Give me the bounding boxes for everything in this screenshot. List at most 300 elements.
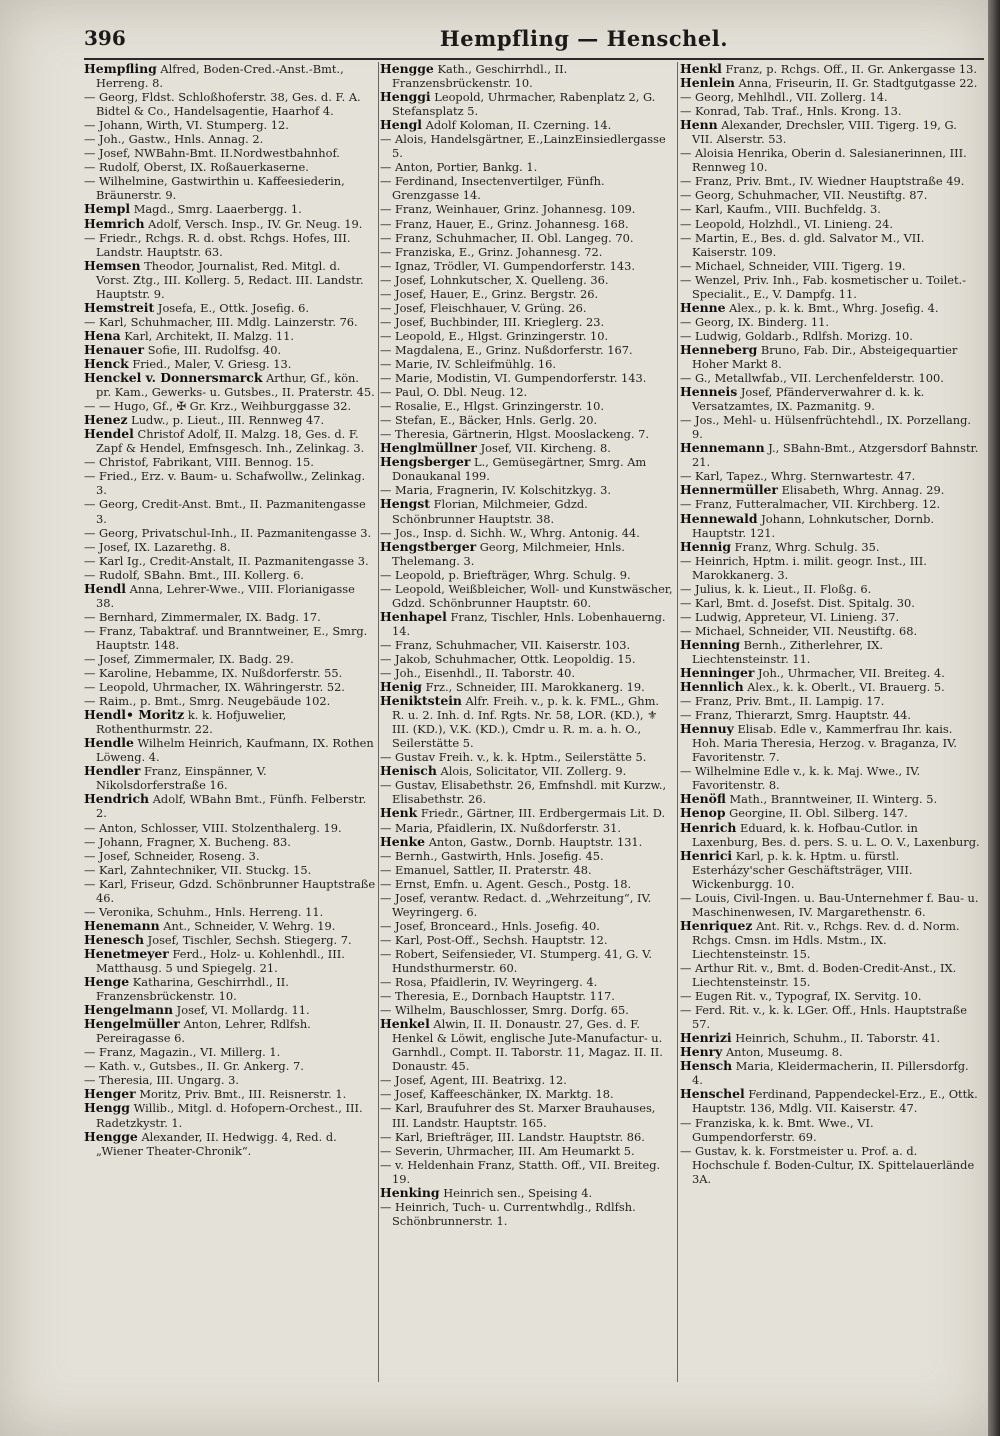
entry-surname: Henig [380, 679, 422, 695]
entry-text: Karl, p. k. k. Hptm. u. fürstl. Esterházy'scher Geschäftsträger, VIII. Wickenburgg. 10. [692, 848, 913, 891]
entry-text: — Gustav, k. k. Forstmeister u. Prof. a. d. Hochschule f. Boden-Cultur, IX. Spittelauerlände 3A. [680, 1143, 975, 1186]
page-header [84, 26, 984, 60]
directory-entry [680, 891, 980, 919]
directory-entry [380, 385, 674, 399]
directory-entry [84, 821, 376, 835]
directory-entry [680, 231, 980, 259]
entry-text: Florian, Milchmeier, Gdzd. Schönbrunner Hauptstr. 38. [392, 497, 588, 526]
directory-entry [84, 975, 376, 1003]
entry-text: — v. Heldenhain Franz, Statth. Off., VII. Breiteg. 19. [380, 1157, 661, 1186]
entry-surname: Henschel [680, 1086, 745, 1102]
directory-entry [380, 582, 674, 610]
entry-surname: Henlein [680, 75, 735, 91]
directory-entry [380, 666, 674, 680]
entry-text: Anton, Lehrer, Rdlfsh. Pereiragasse 6. [96, 1017, 311, 1046]
directory-entry [380, 217, 674, 231]
directory-entry [380, 891, 674, 919]
directory-entry [380, 427, 674, 441]
directory-entry [380, 301, 674, 315]
entry-surname: Hempfling [84, 62, 157, 76]
directory-entry [380, 1017, 674, 1073]
directory-entry [680, 202, 980, 216]
directory-entry [84, 1101, 376, 1129]
directory-entry [84, 202, 376, 216]
entry-text: — Karoline, Hebamme, IX. Nußdorferstr. 55. [84, 666, 343, 681]
entry-text: — Franziska, E., Grinz. Johannesg. 72. [380, 244, 603, 259]
directory-entry [680, 1116, 980, 1144]
entry-text: — Karl Ig., Credit-Anstalt, II. Pazmanitengasse 3. [84, 553, 369, 568]
directory-entry [380, 371, 674, 385]
directory-entry [84, 427, 376, 455]
entry-surname: Hengelmann [84, 1002, 174, 1018]
entry-text: — Josef, NWBahn-Bmt. II.Nordwestbahnhof. [84, 146, 340, 161]
directory-entry [680, 1031, 980, 1045]
directory-entry [380, 231, 674, 245]
directory-entry [84, 1130, 376, 1158]
directory-entry [680, 792, 980, 806]
entry-text: — Rosa, Pfaidlerin, IV. Weyringerg. 4. [380, 975, 598, 990]
entry-text: Alfr. Freih. v., p. k. k. FML., Ghm. R. u. 2. Inh. d. Inf. Rgts. Nr. 58, LOR. (KD.), ⚜ III. (KD.), V.K. (KD.), Cmdr u. R. m. a. h. O., Seilerstätte 5. [392, 694, 659, 751]
directory-entry [680, 582, 980, 596]
directory-entry [380, 483, 674, 497]
directory-entry [84, 132, 376, 146]
entry-text: Wilhelm Heinrich, Kaufmann, IX. Rothen Löweng. 4. [96, 736, 374, 765]
directory-entry [380, 1158, 674, 1186]
directory-entry [84, 343, 376, 357]
directory-entry [380, 160, 674, 174]
entry-text: Elisabeth, Whrg. Annag. 29. [781, 483, 945, 498]
entry-text: Ant., Schneider, V. Wehrg. 19. [163, 918, 336, 933]
entry-text: — Franziska, k. k. Bmt. Wwe., VI. Gumpendorferstr. 69. [680, 1115, 874, 1144]
entry-surname: Henkel [380, 1016, 430, 1032]
entry-text: — Wenzel, Priv. Inh., Fab. kosmetischer u. Toilet.-Specialit., E., V. Dampfg. 11. [680, 272, 967, 301]
entry-text: — Josef, verantw. Redact. d. „Wehrzeitung“, IV. Weyringerg. 6. [380, 890, 652, 919]
entry-text: — Rosalie, E., Hlgst. Grinzingerstr. 10. [380, 399, 605, 414]
entry-text: — Ernst, Emfn. u. Agent. Gesch., Postg. 18. [380, 876, 632, 891]
entry-text: — Wilhelmine Edle v., k. k. Maj. Wwe., IV. Favoritenstr. 8. [680, 764, 921, 793]
directory-entry [84, 624, 376, 652]
directory-entry [380, 1003, 674, 1017]
directory-entry [380, 245, 674, 259]
directory-entry [680, 118, 980, 146]
entry-surname: Henking [380, 1184, 440, 1200]
entry-text: — Karl, Braufuhrer des St. Marxer Brauhauses, III. Landstr. Hauptstr. 165. [380, 1101, 656, 1130]
entry-text: Josefa, E., Ottk. Josefig. 6. [157, 300, 309, 315]
entry-surname: Hendel [84, 426, 134, 442]
entry-text: Anton, Gastw., Dornb. Hauptstr. 131. [428, 834, 643, 849]
directory-entry [380, 750, 674, 764]
directory-entry [380, 989, 674, 1003]
entry-text: — Maria, Pfaidlerin, IX. Nußdorferstr. 31. [380, 820, 621, 835]
entry-text: — Severin, Uhrmacher, III. Am Heumarkt 5. [380, 1143, 635, 1158]
directory-entry [680, 301, 980, 315]
entry-surname: Henrich [680, 819, 737, 835]
entry-text: — Joh., Gastw., Hnls. Annag. 2. [84, 132, 264, 147]
directory-entry [84, 469, 376, 497]
entry-text: — Eugen Rit. v., Typograf, IX. Servitg. 10. [680, 989, 922, 1004]
directory-entry [680, 540, 980, 554]
directory-entry [84, 62, 376, 90]
entry-text: — Josef, Agent, III. Beatrixg. 12. [380, 1073, 567, 1088]
directory-entry [680, 273, 980, 301]
entry-text: Heinrich, Schuhm., II. Taborstr. 41. [735, 1031, 941, 1046]
directory-entry [84, 666, 376, 680]
directory-entry [84, 174, 376, 202]
entry-text: — Franz, Priv. Bmt., IV. Wiedner Hauptstraße 49. [680, 174, 965, 189]
entry-text: Adolf, WBahn Bmt., Fünfh. Felberstr. 2. [96, 792, 367, 821]
entry-text: Josef, VI. Mollardg. 11. [176, 1003, 310, 1018]
directory-entry [380, 259, 674, 273]
entry-surname: Henglmüllner [380, 440, 477, 456]
entry-text: — Arthur Rit. v., Bmt. d. Boden-Credit-Anst., IX. Liechtensteinstr. 15. [680, 961, 957, 990]
entry-surname: Hensch [680, 1058, 733, 1074]
entry-text: Sofie, III. Rudolfsg. 40. [147, 342, 282, 357]
entry-text: Friedr., Gärtner, III. Erdbergermais Lit. D. [420, 806, 666, 821]
entry-text: Georg, Milchmeier, Hnls. Thelemang. 3. [392, 539, 625, 568]
directory-entry [380, 1200, 674, 1228]
entry-text: J., SBahn-Bmt., Atzgersdorf Bahnstr. 21. [692, 441, 979, 470]
entry-text: Frz., Schneider, III. Marokkanerg. 19. [425, 680, 645, 695]
directory-entry [84, 1017, 376, 1045]
entry-text: — Georg, Fldst. Schloßhoferstr. 38, Ges. d. F. A. Bidtel & Co., Handelsagentie, Haarhof 4. [84, 90, 361, 119]
directory-entry [680, 146, 980, 174]
directory-entry [380, 764, 674, 778]
entry-text: — Wilhelmine, Gastwirthin u. Kaffeesiederin, Bräunerstr. 9. [84, 174, 345, 203]
directory-entry [84, 357, 376, 371]
entry-surname: Henauer [84, 341, 145, 357]
entry-surname: Henhapel [380, 608, 447, 624]
entry-surname: Hena [84, 327, 121, 343]
directory-entry [680, 441, 980, 469]
directory-entry [84, 118, 376, 132]
directory-entry [84, 1045, 376, 1059]
directory-entry [680, 1087, 980, 1115]
entry-text: — Franz, Tabaktraf. und Branntweiner, E., Smrg. Hauptstr. 148. [84, 623, 368, 652]
directory-entry [680, 596, 980, 610]
directory-entry [380, 849, 674, 863]
entry-surname: Henke [380, 833, 426, 849]
directory-entry [84, 764, 376, 792]
directory-entry [380, 497, 674, 525]
entry-surname: Hennig [680, 538, 731, 554]
directory-entry [84, 1087, 376, 1101]
entry-surname: Hengstberger [380, 538, 477, 554]
directory-entry [380, 680, 674, 694]
directory-entry [84, 259, 376, 301]
entry-text: Leopold, Uhrmacher, Rabenplatz 2, G. Stefansplatz 5. [392, 90, 656, 119]
entry-text: — Karl, Zahntechniker, VII. Stuckg. 15. [84, 862, 312, 877]
entry-text: — Raim., p. Bmt., Smrg. Neugebäude 102. [84, 694, 331, 709]
page-edge-shadow [988, 0, 1000, 1436]
entry-text: — Franz, Magazin., VI. Millerg. 1. [84, 1045, 281, 1060]
entry-surname: Hendrich [84, 791, 150, 807]
directory-entry [84, 877, 376, 905]
entry-text: — Friedr., Rchgs. R. d. obst. Rchgs. Hofes, III. Landstr. Hauptstr. 63. [84, 230, 351, 259]
directory-entry [380, 919, 674, 933]
entry-text: — Leopold, p. Briefträger, Whrg. Schulg. 9. [380, 567, 631, 582]
entry-text: Bernh., Zitherlehrer, IX. Liechtensteinstr. 11. [692, 637, 883, 666]
directory-entry [84, 526, 376, 540]
entry-surname: Henrici [680, 847, 733, 863]
directory-entry [380, 778, 674, 806]
entry-text: — Julius, k. k. Lieut., II. Floßg. 6. [680, 581, 872, 596]
directory-entry [84, 694, 376, 708]
entry-text: Johann, Lohnkutscher, Dornb. Hauptstr. 121. [692, 511, 934, 540]
entry-surname: Henisch [380, 763, 437, 779]
directory-entry [680, 371, 980, 385]
entry-text: Ludw., p. Lieut., III. Rennweg 47. [131, 413, 325, 428]
entry-text: Alexander, Drechsler, VIII. Tigerg. 19, G. VII. Alserstr. 53. [692, 118, 957, 147]
directory-entry [380, 1130, 674, 1144]
entry-text: — Karl, Briefträger, III. Landstr. Hauptstr. 86. [380, 1129, 645, 1144]
entry-text: Franz, Einspänner, V. Nikolsdorferstraße 16. [96, 764, 267, 793]
entry-text: Karl, Architekt, II. Malzg. 11. [124, 328, 294, 343]
entry-surname: Hengge [380, 62, 434, 76]
entry-text: — Maria, Fragnerin, IV. Kolschitzkyg. 3. [380, 483, 611, 498]
entry-text: — Michael, Schneider, VII. Neustiftg. 68. [680, 623, 918, 638]
directory-entry [84, 863, 376, 877]
entry-text: — Bernhard, Zimmermaler, IX. Badg. 17. [84, 609, 321, 624]
entry-text: — Johann, Wirth, VI. Stumperg. 12. [84, 118, 289, 133]
directory-entry [680, 919, 980, 961]
entry-text: — — Hugo, Gf., ✠ Gr. Krz., Weihburggasse 32. [84, 399, 352, 414]
entry-surname: Hennermüller [680, 482, 778, 498]
entry-text: — Michael, Schneider, VIII. Tigerg. 19. [680, 258, 906, 273]
directory-entry [680, 1045, 980, 1059]
directory-entry [84, 301, 376, 315]
directory-entry [84, 231, 376, 259]
entry-text: Alois, Solicitator, VII. Zollerg. 9. [440, 764, 627, 779]
entry-text: — Karl, Kaufm., VIII. Buchfeldg. 3. [680, 202, 881, 217]
entry-text: Math., Branntweiner, II. Winterg. 5. [729, 792, 938, 807]
directory-entry [680, 666, 980, 680]
header-rule [84, 58, 984, 60]
directory-entry [84, 792, 376, 820]
entry-text: — Wilhelm, Bauschlosser, Smrg. Dorfg. 65. [380, 1003, 629, 1018]
directory-entry [84, 146, 376, 160]
directory-entry [380, 806, 674, 820]
entry-surname: Hengl [380, 117, 422, 133]
directory-entry [84, 610, 376, 624]
entry-text: Adolf, Versch. Insp., IV. Gr. Neug. 19. [148, 216, 363, 231]
entry-text: Adolf Koloman, II. Czerning. 14. [425, 118, 612, 133]
entry-surname: Henesch [84, 931, 145, 947]
directory-entry [680, 806, 980, 820]
entry-text: — Bernh., Gastwirth, Hnls. Josefig. 45. [380, 848, 604, 863]
entry-text: — Franz, Futteralmacher, VII. Kirchberg. 12. [680, 497, 941, 512]
directory-entry [380, 975, 674, 989]
entry-text: — Heinrich, Tuch- u. Currentwhdlg., Rdlfsh. Schönbrunnerstr. 1. [380, 1199, 636, 1228]
entry-surname: Henning [680, 636, 740, 652]
entry-text: — Konrad, Tab. Traf., Hnls. Krong. 13. [680, 104, 902, 119]
entry-text: Josef, Tischler, Sechsh. Stiegerg. 7. [147, 932, 352, 947]
entry-surname: Hengst [380, 496, 430, 512]
entry-text: Moritz, Priv. Bmt., III. Reisnerstr. 1. [139, 1087, 347, 1102]
directory-entry [380, 329, 674, 343]
entry-surname: Hendler [84, 763, 141, 779]
directory-entry [84, 540, 376, 554]
entry-text: Anna, Lehrer-Wwe., VIII. Florianigasse 38. [96, 581, 355, 610]
directory-entry [84, 554, 376, 568]
entry-text: — Ludwig, Appreteur, VI. Linieng. 37. [680, 609, 900, 624]
directory-entry [380, 399, 674, 413]
directory-entry [680, 413, 980, 441]
entry-text: — Rudolf, SBahn. Bmt., III. Kollerg. 6. [84, 567, 304, 582]
directory-entry [680, 497, 980, 511]
entry-text: Franz, Tischler, Hnls. Lobenhauerng. 14. [392, 609, 666, 638]
entry-text: — Theresia, Gärtnerin, Hlgst. Mooslackeng. 7. [380, 427, 649, 442]
directory-entry [380, 1073, 674, 1087]
entry-text: — Joh., Eisenhdl., II. Taborstr. 40. [380, 666, 575, 681]
entry-text: — Josef, Buchbinder, III. Krieglerg. 23. [380, 314, 605, 329]
directory-entry [84, 919, 376, 933]
entry-surname: Hennlich [680, 679, 744, 695]
directory-entry [680, 174, 980, 188]
directory-entry [680, 385, 980, 413]
entry-text: — Leopold, Holzhdl., VI. Linieng. 24. [680, 216, 893, 231]
entry-text: — Josef, Schneider, Roseng. 3. [84, 848, 260, 863]
directory-entry [680, 1003, 980, 1031]
directory-entry [380, 1186, 674, 1200]
directory-entry [380, 1144, 674, 1158]
entry-surname: Henneberg [680, 341, 758, 357]
directory-entry [680, 638, 980, 666]
entry-text: — Jakob, Schuhmacher, Ottk. Leopoldig. 15. [380, 651, 636, 666]
entry-surname: Henger [84, 1086, 136, 1102]
entry-text: — Rudolf, Oberst, IX. Roßauerkaserne. [84, 160, 309, 175]
directory-entry [380, 413, 674, 427]
entry-text: Josef, VII. Kircheng. 8. [480, 441, 611, 456]
entry-text: Franz, p. Rchgs. Off., II. Gr. Ankergasse 13. [725, 62, 978, 76]
directory-entry [84, 160, 376, 174]
entry-text: Maria, Kleidermacherin, II. Pillersdorfg. 4. [692, 1059, 969, 1088]
entry-text: — Karl, Bmt. d. Josefst. Dist. Spitalg. 30. [680, 595, 915, 610]
directory-entry [84, 455, 376, 469]
entry-text: — Georg, Credit-Anst. Bmt., II. Pazmanitengasse 3. [84, 497, 366, 526]
entry-text: — Alois, Handelsgärtner, E.,LainzEinsiedlergasse 5. [380, 132, 666, 161]
entry-text: — Theresia, III. Ungarg. 3. [84, 1073, 239, 1088]
directory-entry [380, 1087, 674, 1101]
entry-text: — Kath. v., Gutsbes., II. Gr. Ankerg. 7. [84, 1059, 304, 1074]
directory-entry [380, 540, 674, 568]
entry-text: — Anton, Portier, Bankg. 1. [380, 160, 538, 175]
entry-text: — Karl, Schuhmacher, III. Mdlg. Lainzerstr. 76. [84, 314, 358, 329]
directory-entry [680, 343, 980, 371]
entry-text: Heinrich sen., Speising 4. [443, 1185, 593, 1200]
entry-text: Kath., Geschirrhdl., II. Franzensbrückenstr. 10. [392, 62, 568, 91]
directory-entry [84, 217, 376, 231]
entry-text: Arthur, Gf., kön. pr. Kam., Gewerks- u. Gutsbes., II. Praterstr. 45. [96, 371, 375, 400]
directory-entry [680, 188, 980, 202]
directory-entry [680, 764, 980, 792]
directory-entry [84, 329, 376, 343]
column-divider [677, 62, 678, 1382]
entry-text: Franz, Whrg. Schulg. 35. [734, 539, 880, 554]
entry-surname: Henn [680, 117, 718, 133]
directory-entry [380, 863, 674, 877]
entry-surname: Henry [680, 1044, 723, 1060]
entry-surname: Hennewald [680, 510, 758, 526]
entry-text: — Marie, Modistin, VI. Gumpendorferstr. 143. [380, 371, 647, 386]
entry-surname: Henrizi [680, 1030, 732, 1046]
entry-text: — Georg, Schuhmacher, VII. Neustiftg. 87. [680, 188, 928, 203]
entry-text: Georgine, II. Obl. Silberg. 147. [729, 806, 908, 821]
entry-text: Elisab. Edle v., Kammerfrau Ihr. kais. Hoh. Maria Theresia, Herzog. v. Braganza, IV. Favoritenstr. 7. [692, 722, 957, 765]
directory-entry [380, 835, 674, 849]
entry-text: Alex., p. k. k. Bmt., Whrg. Josefig. 4. [729, 300, 939, 315]
entry-text: — Jos., Mehl- u. Hülsenfrüchtehdl., IX. Porzellang. 9. [680, 413, 971, 442]
entry-text: — Josef, Kaffeeschänker, IX. Marktg. 18. [380, 1087, 614, 1102]
directory-entry [380, 90, 674, 118]
entry-surname: Hemrich [84, 215, 145, 231]
directory-entry [680, 76, 980, 90]
entry-text: — Leopold, Weißbleicher, Woll- und Kunstwäscher, Gdzd. Schönbrunner Hauptstr. 60. [380, 581, 673, 610]
entry-text: Alwin, II. II. Donaustr. 27, Ges. d. F. Henkel & Löwit, englische Jute-Manufactur- u. Garnhdl., Compt. II. Taborstr. 11, Magaz. II. II. Donaustr. 45. [392, 1017, 663, 1074]
directory-entry [84, 1003, 376, 1017]
entry-text: — Ferd. Rit. v., k. k. LGer. Off., Hnls. Hauptstraße 57. [680, 1003, 967, 1032]
directory-entry [680, 104, 980, 118]
entry-surname: Hengge [84, 1128, 138, 1144]
entry-text: — Martin, E., Bes. d. gld. Salvator M., VII. Kaiserstr. 109. [680, 230, 925, 259]
entry-surname: Henez [84, 412, 128, 428]
running-title: Hempfling — Henschel. [439, 26, 729, 51]
entry-surname: Hengsberger [380, 454, 471, 470]
entry-text: — Leopold, Uhrmacher, IX. Währingerstr. 52. [84, 680, 345, 695]
entry-text: — Fried., Erz. v. Baum- u. Schafwollw., Zelinkag. 3. [84, 469, 366, 498]
entry-text: Anna, Friseurin, II. Gr. Stadtgutgasse 22. [738, 76, 978, 91]
entry-text: — Franz, Weinhauer, Grinz. Johannesg. 109. [380, 202, 636, 217]
entry-surname: Henemann [84, 917, 160, 933]
entry-text: — Franz, Hauer, E., Grinz. Johannesg. 168. [380, 216, 629, 231]
directory-entry [380, 62, 674, 90]
directory-entry [84, 933, 376, 947]
directory-entry [380, 174, 674, 202]
entry-text: — Stefan, E., Bäcker, Hnls. Gerlg. 20. [380, 413, 598, 428]
directory-entry [680, 62, 980, 76]
directory-entry [84, 835, 376, 849]
directory-entry [84, 371, 376, 399]
entry-text: — Josef, Fleischhauer, V. Grüng. 26. [380, 300, 587, 315]
directory-entry [380, 343, 674, 357]
entry-surname: Hennemann [680, 440, 765, 456]
directory-entry [84, 90, 376, 118]
directory-entry [380, 118, 674, 132]
directory-entry [680, 821, 980, 849]
column-1 [84, 62, 376, 1422]
entry-surname: Henkl [680, 62, 722, 76]
entry-text: — G., Metallwfab., VII. Lerchenfelderstr. 100. [680, 371, 944, 386]
directory-entry [380, 877, 674, 891]
directory-entry [680, 989, 980, 1003]
directory-entry [84, 736, 376, 764]
entry-text: Ant. Rit. v., Rchgs. Rev. d. d. Norm. Rchgs. Cmsn. im Hdls. Mstm., IX. Liechtensteinstr. 15. [692, 918, 960, 961]
directory-entry [380, 132, 674, 160]
directory-entry [680, 259, 980, 273]
directory-entry [680, 90, 980, 104]
directory-entry [680, 315, 980, 329]
entry-text: — Magdalena, E., Grinz. Nußdorferstr. 167. [380, 342, 633, 357]
entry-text: — Paul, O. Dbl. Neug. 12. [380, 385, 528, 400]
entry-text: Fried., Maler, V. Griesg. 13. [132, 356, 292, 371]
entry-text: — Jos., Insp. d. Sichh. W., Whrg. Antonig. 44. [380, 525, 640, 540]
entry-text: — Karl, Post-Off., Sechsh. Hauptstr. 12. [380, 932, 608, 947]
directory-entry [680, 1059, 980, 1087]
entry-text: — Marie, IV. Schleifmühlg. 16. [380, 356, 557, 371]
entry-text: Anton, Museumg. 8. [725, 1045, 843, 1060]
directory-entry [84, 1059, 376, 1073]
entry-surname: Henckel v. Donnersmarck [84, 370, 263, 386]
entry-text: — Ignaz, Trödler, VI. Gumpendorferstr. 143. [380, 258, 635, 273]
